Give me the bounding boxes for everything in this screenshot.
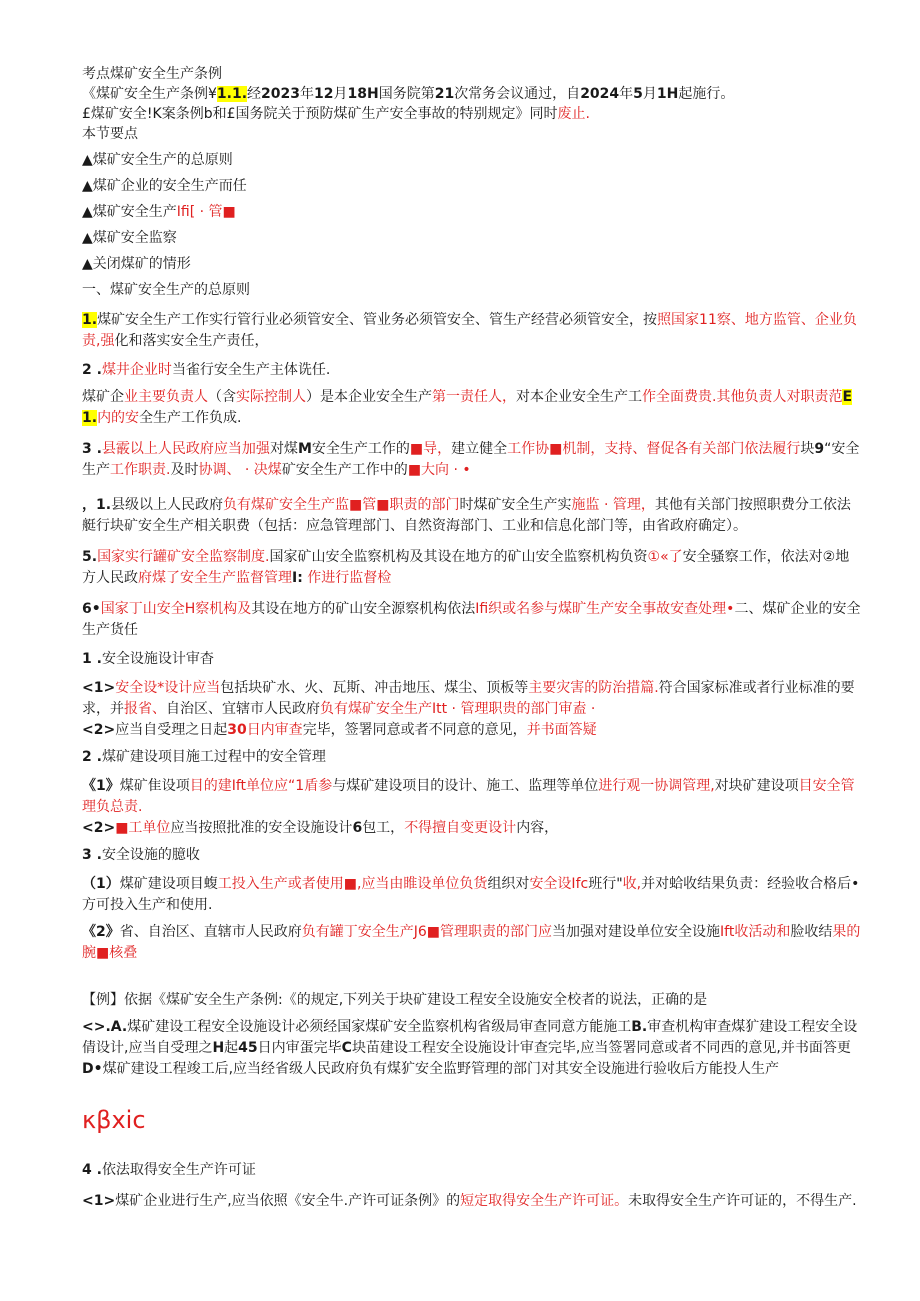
section-1-heading: 一、煤矿安全生产的总原则 [82, 282, 250, 298]
intro-paragraph-1 [82, 84, 862, 104]
text-run: Ifi[ · 管■ [176, 204, 236, 220]
text-run: 及时 [170, 462, 199, 478]
text-run: 次常务会议通过，自 [454, 86, 581, 102]
text-run: ■工单位 [115, 820, 171, 836]
text-run: 协调、 · 决煤 [198, 462, 282, 478]
text-run: 安全设施的臆收 [101, 847, 200, 863]
text-run: 果的腕■核叠 [82, 924, 861, 961]
text-run: 内的安 [97, 410, 140, 426]
text-run: 1 . [82, 651, 102, 667]
text-run: 符合国家标准或者行业标准的要求，并 [82, 680, 855, 717]
text-run: 《煤矿安全生产条例¥ [82, 86, 217, 102]
text-run: B. [631, 1019, 648, 1035]
text-run: 月 [642, 86, 657, 102]
text-run: 其他有关部门按照职费分工依法艇行块矿安全生产相关职费（包括：应急管理部门、自然资海部门、工业和信息化部门等，由省政府确定）。 [82, 497, 851, 534]
text-run: 1. [82, 312, 98, 328]
text-run: 6• [82, 601, 101, 617]
text-run: 与煤矿建设项目的设计、施工、监理等单位 [332, 778, 599, 794]
text-run: <>.A. [82, 1019, 128, 1035]
text-run: 4 . [82, 1162, 102, 1178]
principle-item-4 [82, 495, 862, 537]
text-run: “安全生产 [82, 441, 860, 478]
text-run: 18H [347, 86, 379, 102]
text-run: 《1》 [82, 778, 120, 794]
text-run: 进行观一协调管理, [598, 778, 715, 794]
text-run: 块苗建设工程安全设施设计审查完毕,应当签署同意或者不同西的意见,并书面答更 [351, 1040, 851, 1056]
subsection-2-heading [82, 747, 862, 768]
text-run: I: [292, 570, 303, 586]
text-run: 日内审蛋完毕 [257, 1040, 342, 1056]
construction-item-2 [82, 818, 862, 839]
text-run: M [297, 441, 312, 457]
text-run: 日内审查 [246, 722, 303, 738]
text-run: 安全骚察工作，依法对②地方人民政 [82, 549, 850, 586]
text-run: 应当按照批准的安全设施设计 [170, 820, 353, 836]
text-run: 安全设Ifc [529, 876, 589, 892]
subsection-4-heading [82, 1160, 862, 1181]
principle-item-2 [82, 360, 862, 381]
text-run: ）是本企业安全生产 [306, 389, 432, 405]
text-run: 2023 [261, 86, 301, 102]
text-run: 当雀行安全生产主体诜任. [171, 362, 331, 378]
text-run: 第一责任人， [432, 389, 516, 405]
text-run: 30 [227, 722, 247, 738]
text-run: 府煤了安全生产监督管理 [138, 570, 292, 586]
key-point-4 [82, 228, 862, 248]
text-run: 完毕，签署同意或者不同意的意见， [302, 722, 527, 738]
text-run: 月 [333, 86, 348, 102]
text-run: 12 [314, 86, 334, 102]
principle-item-2-detail [82, 387, 862, 429]
text-run: 国务院第 [378, 86, 435, 102]
text-run: 脸收结 [790, 924, 833, 940]
text-run: 县霰以上人民政府应当加强 [101, 441, 270, 457]
design-review-item-1 [82, 678, 862, 720]
document-page [82, 64, 862, 1212]
text-run: 短定取得安全生产许可证。 [460, 1193, 629, 1209]
text-run: 目的建Ift单位应“1盾参 [189, 778, 333, 794]
key-point-5 [82, 254, 862, 274]
text-run: £煤矿安全!K案条例b和£国务院关于预防煤矿生产安全事故的特别规定》同时 [82, 106, 558, 122]
text-run: 施监 · 管理， [571, 497, 655, 513]
text-run: 对煤 [269, 441, 298, 457]
text-run: 班行" [588, 876, 623, 892]
text-run: 45 [238, 1040, 258, 1056]
text-run: 工作协■机制，支持、督促各有关部门依法履行 [507, 441, 801, 457]
text-run: 经 [247, 86, 262, 102]
text-run: 3 . [82, 441, 102, 457]
example-question: 【例】依据《煤矿安全生产条例:《的规定,下列关于块矿建设工程安全设施安全校者的说法，正确的是 [82, 992, 708, 1008]
doc-title: 考点煤矿安全生产条例 [82, 66, 222, 82]
text-run: 省、自治区、直辖市人民政府 [119, 924, 302, 940]
acceptance-item-2 [82, 922, 862, 964]
text-run: <1> [82, 1193, 116, 1209]
text-run: 国家矿山安全监察机构及其设在地方的矿山安全监察机构负资 [269, 549, 648, 565]
text-run: ▲煤矿安全生产的总原则 [82, 152, 233, 168]
text-run: 并对蛤收结果负责：经验收合格后•方可投入生产和使用. [82, 876, 860, 913]
text-run: 未取得安全生产许可证的，不得生产. [628, 1193, 857, 1209]
text-run: 煤矿建设项目施工过程中的安全管理 [101, 749, 326, 765]
text-run: 21 [434, 86, 455, 102]
principle-item-3 [82, 439, 862, 481]
text-run: 审查机构审查煤犷建设工程安全设倩设计,应当自受理之 [82, 1019, 858, 1056]
design-review-item-2 [82, 720, 862, 741]
text-run: 负有煤矿安全生产监■管■职责的部门 [223, 497, 460, 513]
text-run: 2 . [82, 749, 102, 765]
text-run: 业主要负责人 [124, 389, 208, 405]
text-run: 县级以上人民政府 [111, 497, 224, 513]
text-run: 实际控制人 [236, 389, 306, 405]
subsection-1-heading [82, 649, 862, 670]
text-run: ■大向 · • [407, 462, 471, 478]
intro-paragraph-2 [82, 104, 862, 124]
subsection-3-heading [82, 845, 862, 866]
example-options [82, 1017, 862, 1080]
text-run: 依法取得安全生产许可证 [101, 1162, 256, 1178]
principle-item-6 [82, 599, 862, 641]
text-run: <2> [82, 820, 116, 836]
text-run: 当加强对建设单位安全设施 [552, 924, 721, 940]
text-run: <1> [82, 680, 116, 696]
text-run: 对本企业安全生产工 [516, 389, 642, 405]
text-run: 年 [300, 86, 315, 102]
key-point-1 [82, 150, 862, 170]
construction-item-1 [82, 776, 862, 818]
text-run: 全生产工作负成. [139, 410, 242, 426]
text-run: 9 [814, 441, 825, 457]
text-run: Ift收活动和 [720, 924, 791, 940]
text-run: 作全面费贵.其他负责人对职责范 [642, 389, 843, 405]
text-run: 起施行。 [678, 86, 735, 102]
text-run: 废止. [557, 106, 590, 122]
text-run: 煤矿安全生产工作实行管行业必须管安全、管业务必须管安全、管生产经营必须管安全，按 [97, 312, 658, 328]
text-run: 矿安全生产工作中的 [281, 462, 408, 478]
text-run: ▲关闭煤矿的情形 [82, 256, 191, 272]
text-run: 2024 [580, 86, 620, 102]
text-run: 收, [622, 876, 642, 892]
text-run: 安全设施设计审杳 [101, 651, 214, 667]
license-item-1 [82, 1191, 862, 1212]
acceptance-item-1 [82, 874, 862, 916]
principle-item-5 [82, 547, 862, 589]
principle-item-1 [82, 310, 862, 352]
text-run: 5 [633, 86, 643, 102]
text-run: 煤矿建设项目蝮 [119, 876, 218, 892]
text-run: ▲煤矿企业的安全生产而任 [82, 178, 247, 194]
text-run: 2 . [82, 362, 102, 378]
text-run: 煤矿建设工程竣工后,应当经省级人民政府负有煤犷安全监野管理的部门对其安全设施进行验收后方能投人生产 [102, 1061, 780, 1077]
text-run: 建立健全 [451, 441, 508, 457]
text-run: 煤矿企 [82, 389, 124, 405]
text-run: 安全设*设计应当 [115, 680, 221, 696]
text-run: 不得擅自变更设计 [404, 820, 517, 836]
text-run: Ifi织或名参与煤旷生产安全事故安查处理• [475, 601, 735, 617]
text-run: H [212, 1040, 225, 1056]
text-run: ①«了 [647, 549, 683, 565]
text-run: 作进行监督检 [302, 570, 392, 586]
text-run: 内容， [516, 820, 559, 836]
text-run: 煤井企业时 [101, 362, 172, 378]
key-point-2 [82, 176, 862, 196]
text-run: 自治区、宜辖市人民政府 [166, 701, 320, 717]
text-run: ▲煤矿安全监察 [82, 230, 177, 246]
text-run: 3 . [82, 847, 102, 863]
text-run: C [341, 1040, 352, 1056]
text-run: 报省、 [124, 701, 166, 717]
text-run: 时煤矿安全生产实 [459, 497, 572, 513]
text-run: 并书面答疑 [526, 722, 597, 738]
text-run: 煤矿建设工程安全设施设计必须经国家煤矿安全监察机构省级局审查同意方能施工 [127, 1019, 632, 1035]
text-run: 煤矿企业进行生产,应当依照《安全牛.产许可证条例》的 [115, 1193, 461, 1209]
text-run: （含 [208, 389, 236, 405]
text-run: 二、煤矿企业的安全生产货任 [82, 601, 861, 638]
text-run: 1.1. [216, 86, 248, 102]
text-run: 目安全管理负总责. [82, 778, 855, 815]
text-run: 5. [82, 549, 98, 565]
text-run: ■导， [409, 441, 452, 457]
text-run: 1H [656, 86, 679, 102]
text-run: 《2》 [82, 924, 120, 940]
text-run: 工投入生产或者使用■,应当由睢设单位负货 [217, 876, 488, 892]
text-run: 国家丁山安全H察机构及 [100, 601, 252, 617]
text-run: 煤矿隹设项 [119, 778, 190, 794]
text-run: 主要灾害的防治措篇. [528, 680, 659, 696]
text-run: 照国家11察、地方监管、企业负责,强 [82, 312, 857, 349]
text-run: E1. [82, 389, 853, 426]
text-run: 国家实行罐矿安全监察制度. [97, 549, 270, 565]
text-run: 6 [352, 820, 363, 836]
text-run: 其设在地方的矿山安全源察机构依法 [251, 601, 476, 617]
text-run: 起 [224, 1040, 239, 1056]
text-run: ，1. [82, 497, 112, 513]
text-run: （1） [82, 876, 120, 892]
example-answer: κβxic [82, 1106, 146, 1134]
text-run: 安全生产工作的 [311, 441, 410, 457]
key-points-title: 本节要点 [82, 126, 138, 142]
text-run: ▲煤矿安全生产 [82, 204, 177, 220]
text-run: 包括块矿水、火、瓦斯、冲击地压、煤尘、顶板等 [220, 680, 529, 696]
text-run: D• [82, 1061, 103, 1077]
text-run: 工作职责. [110, 462, 171, 478]
text-run: 块 [800, 441, 815, 457]
key-point-3 [82, 202, 862, 222]
text-run: 年 [619, 86, 634, 102]
text-run: 组织对 [487, 876, 530, 892]
text-run: 包工， [362, 820, 405, 836]
text-run: 负有煤矿安全生产Itt · 管理职贵的部门审盍 · [320, 701, 596, 717]
text-run: <2> [82, 722, 116, 738]
text-run: 应当自受理之日起 [115, 722, 228, 738]
text-run: 负有罐丁安全生产J6■管理职责的部门应 [301, 924, 553, 940]
text-run: 化和落实安全生产责任， [114, 333, 269, 349]
text-run: 对块矿建设项 [714, 778, 799, 794]
